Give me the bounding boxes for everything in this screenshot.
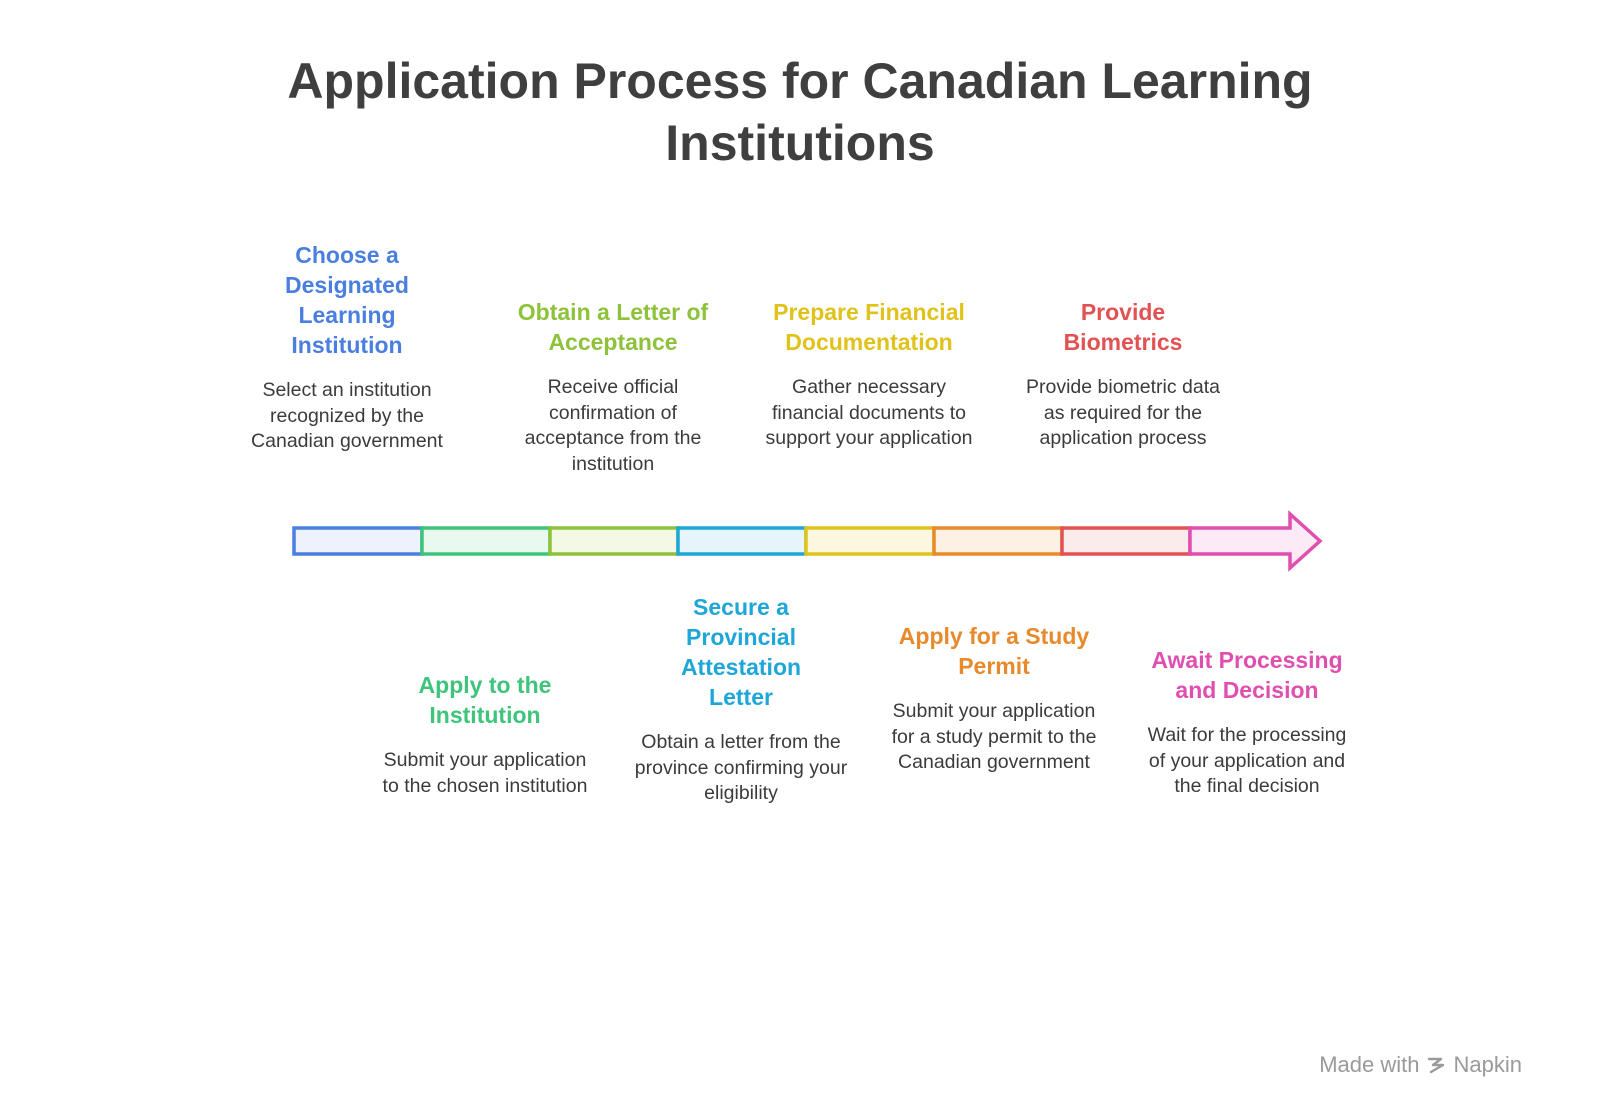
step-description: Obtain a letter from the province confirming your eligibility xyxy=(634,731,848,804)
made-with-label: Made with xyxy=(1319,1052,1420,1077)
step-title: Apply for a Study Permit xyxy=(898,623,1090,679)
step-description: Gather necessary financial documents to support your application xyxy=(765,376,973,449)
step-title: Await Processing and Decision xyxy=(1151,647,1343,703)
step-description: Select an institution recognized by the Canadian government xyxy=(251,379,443,452)
timeline-segment xyxy=(678,528,806,554)
napkin-logo-icon xyxy=(1426,1054,1448,1076)
timeline-segment xyxy=(806,528,934,554)
page-title: Application Process for Canadian Learning Institutions xyxy=(287,53,1313,171)
step-description: Submit your application to the chosen institution xyxy=(382,749,588,797)
step-title: Prepare Financial Documentation xyxy=(773,299,965,355)
step-description: Provide biometric data as required for the application process xyxy=(1025,376,1220,449)
step-description: Receive official confirmation of acceptance from the institution xyxy=(524,376,702,475)
step-title: Provide Biometrics xyxy=(1063,299,1183,355)
step-description: Submit your application for a study permit to the Canadian government xyxy=(891,700,1097,773)
timeline-arrowhead-segment xyxy=(1190,514,1320,568)
timeline-segment xyxy=(294,528,422,554)
step-title: Obtain a Letter of Acceptance xyxy=(517,299,709,355)
step-title: Choose a Designated Learning Institution xyxy=(285,242,409,358)
timeline-segment xyxy=(422,528,550,554)
timeline-segment xyxy=(934,528,1062,554)
step-title: Apply to the Institution xyxy=(418,672,552,728)
step-description: Wait for the processing of your application and the final decision xyxy=(1147,724,1347,797)
napkin-brand-label: Napkin xyxy=(1453,1052,1522,1077)
step-title: Secure a Provincial Attestation Letter xyxy=(680,594,802,710)
made-with-napkin-badge xyxy=(1319,1052,1522,1078)
timeline-segment xyxy=(1062,528,1190,554)
timeline-segment xyxy=(550,528,678,554)
